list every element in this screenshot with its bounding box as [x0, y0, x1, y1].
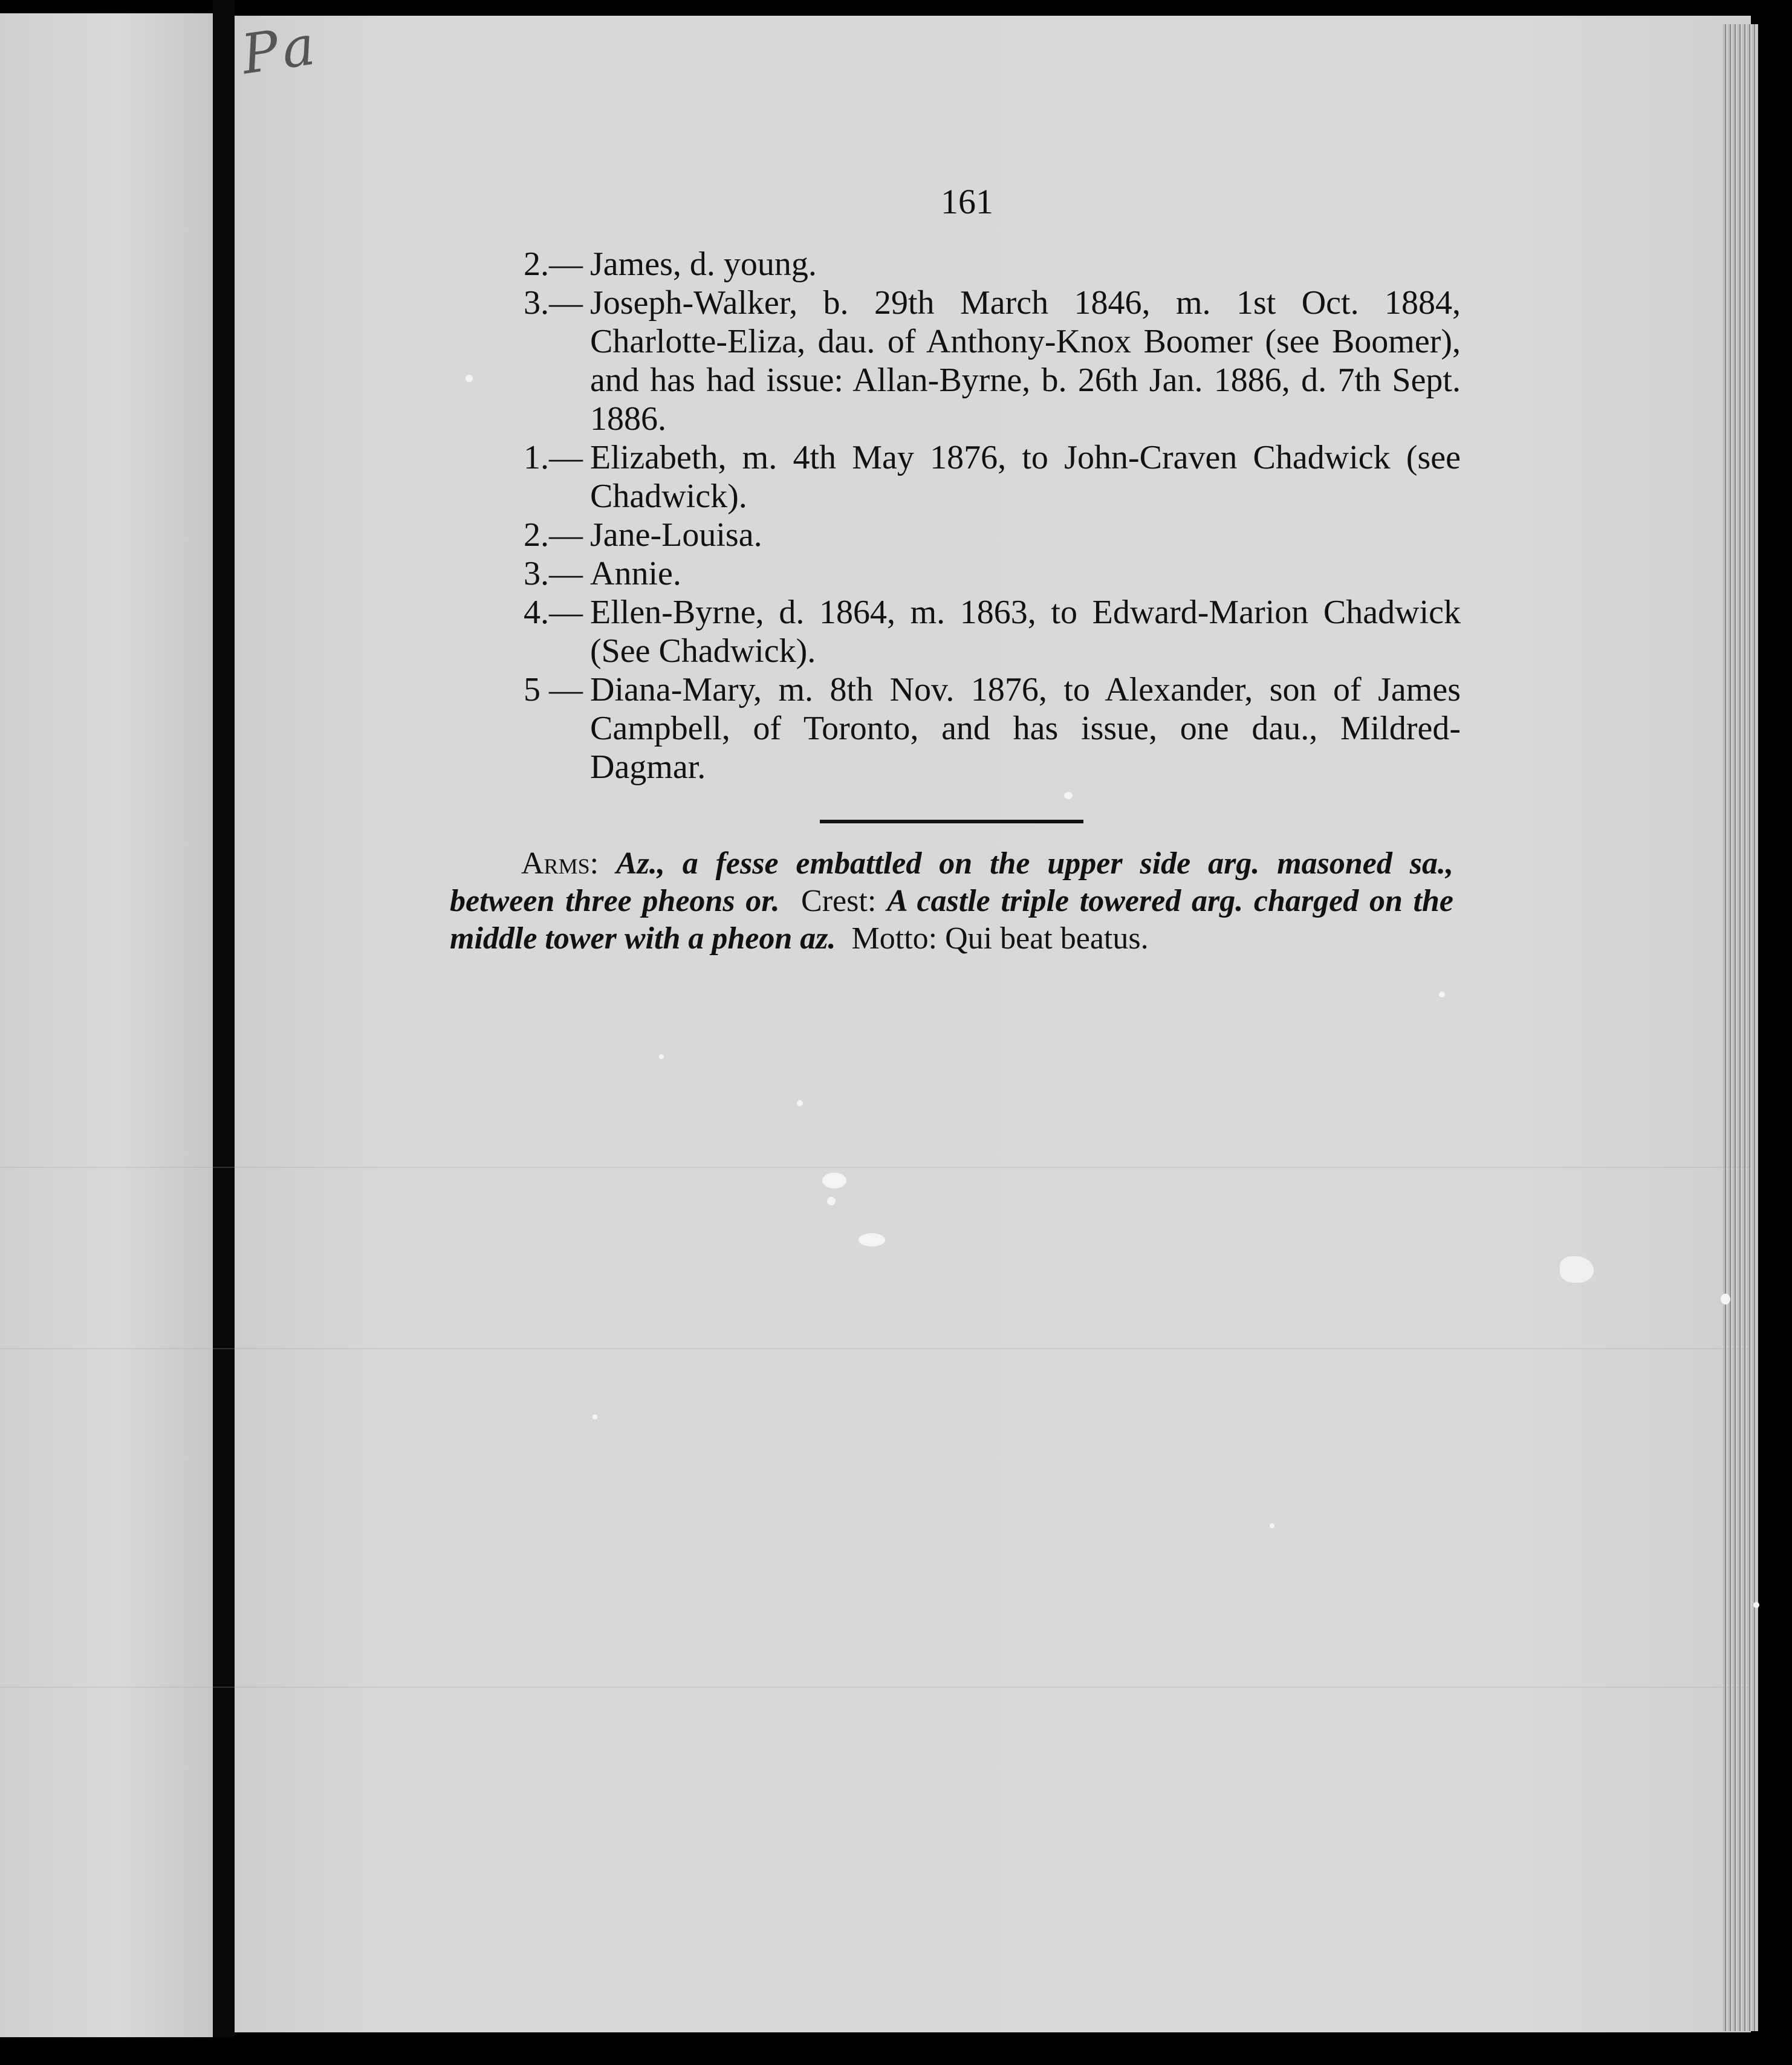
list-item [524, 516, 1461, 554]
arms-separator: : [589, 846, 616, 881]
entry-number: 4.— [524, 594, 583, 631]
left-page [0, 13, 213, 2040]
list-item [524, 438, 1461, 516]
scan-line [0, 1348, 1751, 1349]
arms-paragraph [450, 845, 1453, 958]
scan-border-right [1758, 0, 1792, 2065]
entry-number: 1.— [524, 439, 583, 476]
paper-blot [1560, 1256, 1594, 1283]
entry-number: 5 — [524, 671, 583, 708]
crest-separator: : [867, 884, 887, 918]
list-item [524, 670, 1461, 786]
page-number: 161 [941, 182, 993, 221]
pencil-margin-note: Pa [238, 13, 325, 87]
motto-separator: : [928, 921, 946, 956]
entry-text: Joseph-Walker, b. 29th March 1846, m. 1st Oct. 1884, Charlotte-Eliza, dau. of Anthony-Knox Boomer (see Boomer), and has had issue: Allan-Byrne, b. 26th Jan. 1886, d. 7th Sept. 1886. [590, 284, 1461, 438]
entry-text: James, d. young. [590, 245, 817, 283]
genealogy-entries [524, 245, 1461, 786]
motto-label: Motto [851, 921, 929, 956]
entry-text: Diana-Mary, m. 8th Nov. 1876, to Alexander, son of James Campbell, of Toronto, and has issue, one dau., Mildred-Dagmar. [590, 671, 1461, 786]
entry-text: Jane-Louisa. [590, 516, 762, 554]
motto-text: Qui beat beatus. [945, 921, 1149, 956]
book-gutter [213, 0, 235, 2065]
list-item [524, 593, 1461, 670]
list-item [524, 284, 1461, 438]
entry-number: 3.— [524, 284, 583, 322]
entry-number: 2.— [524, 516, 583, 554]
section-divider [820, 820, 1083, 823]
scan-border-bottom [0, 2037, 1792, 2065]
entry-text: Elizabeth, m. 4th May 1876, to John-Craven Chadwick (see Chadwick). [590, 439, 1461, 515]
entry-number: 3.— [524, 555, 583, 592]
scan-line [0, 1687, 1751, 1688]
crest-blazon: A castle triple towered arg. charged on the middle tower with a pheon az. [450, 884, 1454, 956]
crest-label: Crest [801, 884, 868, 918]
page-edges [1723, 24, 1758, 2031]
list-item [524, 245, 1461, 284]
scan-line [0, 1167, 1751, 1168]
entry-text: Annie. [590, 555, 681, 592]
arms-blazon: Az., a fesse embattled on the upper side arg. masoned sa., between three pheons or. [450, 846, 1454, 918]
entry-text: Ellen-Byrne, d. 1864, m. 1863, to Edward-Marion Chadwick (See Chadwick). [590, 594, 1461, 670]
list-item [524, 554, 1461, 593]
arms-label: Arms [521, 846, 590, 881]
entry-number: 2.— [524, 245, 583, 283]
